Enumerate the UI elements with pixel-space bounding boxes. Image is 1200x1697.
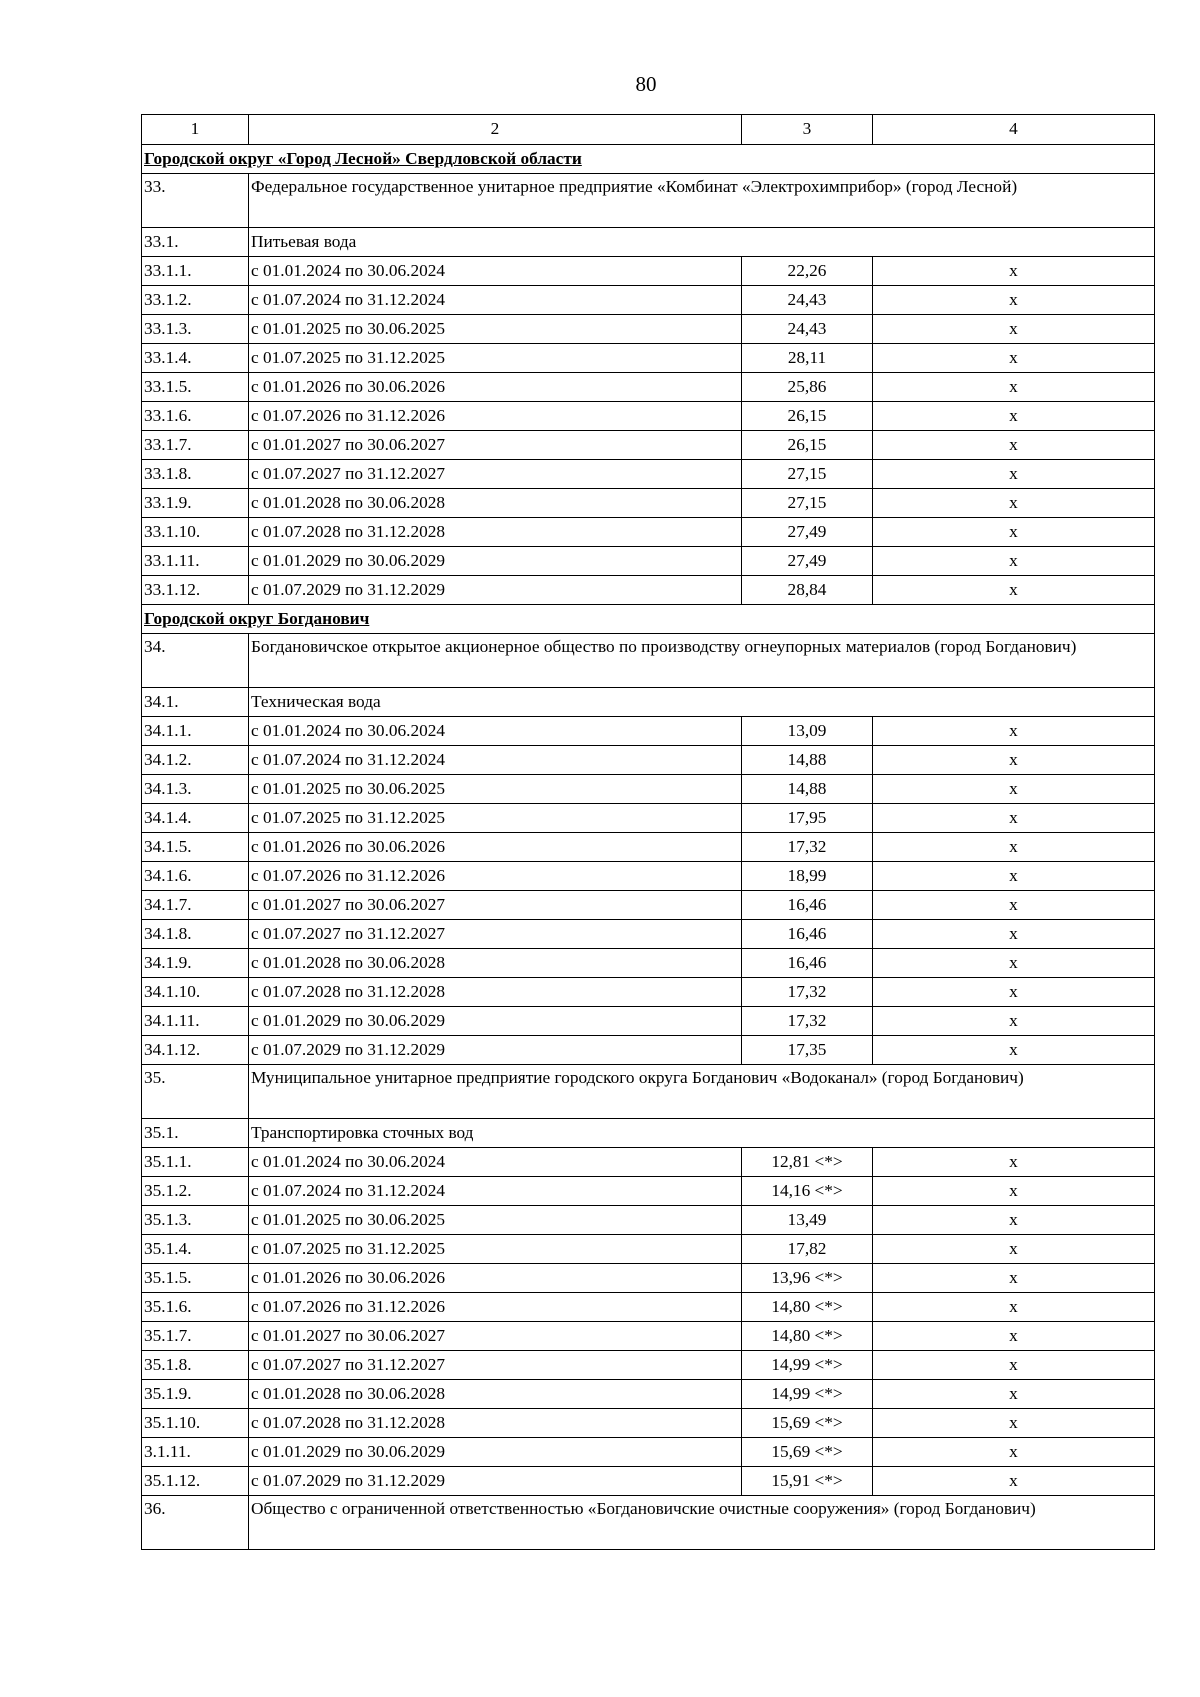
table-row bbox=[142, 920, 1155, 949]
header-cell-2: 2 bbox=[249, 115, 742, 145]
table-row bbox=[142, 402, 1155, 431]
period-cell: с 01.01.2028 по 30.06.2028 bbox=[249, 949, 742, 978]
period-cell: с 01.01.2028 по 30.06.2028 bbox=[249, 1380, 742, 1409]
column-4-value: x bbox=[873, 775, 1155, 804]
table-body bbox=[142, 115, 1155, 1550]
row-number: 33.1.6. bbox=[142, 402, 249, 431]
column-4-value: x bbox=[873, 1206, 1155, 1235]
column-4-value: x bbox=[873, 576, 1155, 605]
row-number: 34.1.7. bbox=[142, 891, 249, 920]
row-number: 35.1.5. bbox=[142, 1264, 249, 1293]
row-number: 34.1.6. bbox=[142, 862, 249, 891]
tariff-value: 22,26 bbox=[742, 257, 873, 286]
row-number: 35.1.9. bbox=[142, 1380, 249, 1409]
tariff-value: 16,46 bbox=[742, 920, 873, 949]
tariff-value: 17,82 bbox=[742, 1235, 873, 1264]
period-cell: с 01.01.2026 по 30.06.2026 bbox=[249, 373, 742, 402]
table-row bbox=[142, 257, 1155, 286]
row-number: 33.1.10. bbox=[142, 518, 249, 547]
table-row bbox=[142, 1351, 1155, 1380]
period-cell: с 01.07.2029 по 31.12.2029 bbox=[249, 576, 742, 605]
period-cell: с 01.01.2024 по 30.06.2024 bbox=[249, 717, 742, 746]
period-cell: с 01.01.2029 по 30.06.2029 bbox=[249, 1438, 742, 1467]
row-number: 34.1.3. bbox=[142, 775, 249, 804]
row-number: 35.1.12. bbox=[142, 1467, 249, 1496]
organization-name: Федеральное государственное унитарное предприятие «Комбинат «Электрохимприбор» (город Лесной) bbox=[249, 174, 1155, 228]
tariff-value: 15,69 <*> bbox=[742, 1409, 873, 1438]
table-row bbox=[142, 344, 1155, 373]
tariff-value: 14,88 bbox=[742, 775, 873, 804]
column-4-value: x bbox=[873, 978, 1155, 1007]
tariff-value: 18,99 bbox=[742, 862, 873, 891]
column-4-value: x bbox=[873, 489, 1155, 518]
table-row bbox=[142, 576, 1155, 605]
period-cell: с 01.01.2027 по 30.06.2027 bbox=[249, 891, 742, 920]
row-number: 34.1.8. bbox=[142, 920, 249, 949]
period-cell: с 01.01.2026 по 30.06.2026 bbox=[249, 1264, 742, 1293]
tariff-value: 28,84 bbox=[742, 576, 873, 605]
column-4-value: x bbox=[873, 1322, 1155, 1351]
column-4-value: x bbox=[873, 1438, 1155, 1467]
column-4-value: x bbox=[873, 949, 1155, 978]
organization-row bbox=[142, 174, 1155, 228]
period-cell: с 01.07.2026 по 31.12.2026 bbox=[249, 862, 742, 891]
tariff-value: 13,49 bbox=[742, 1206, 873, 1235]
service-name: Питьевая вода bbox=[249, 228, 1155, 257]
table-row bbox=[142, 489, 1155, 518]
period-cell: с 01.07.2027 по 31.12.2027 bbox=[249, 460, 742, 489]
table-row bbox=[142, 1148, 1155, 1177]
row-number: 34.1.2. bbox=[142, 746, 249, 775]
period-cell: с 01.07.2024 по 31.12.2024 bbox=[249, 286, 742, 315]
table-row bbox=[142, 1264, 1155, 1293]
tariff-value: 26,15 bbox=[742, 431, 873, 460]
row-number: 3.1.11. bbox=[142, 1438, 249, 1467]
tariff-value: 27,49 bbox=[742, 547, 873, 576]
period-cell: с 01.01.2029 по 30.06.2029 bbox=[249, 1007, 742, 1036]
row-number: 35.1. bbox=[142, 1119, 249, 1148]
period-cell: с 01.07.2026 по 31.12.2026 bbox=[249, 402, 742, 431]
row-number: 33.1.8. bbox=[142, 460, 249, 489]
table-row bbox=[142, 373, 1155, 402]
header-cell-3: 3 bbox=[742, 115, 873, 145]
row-number: 33.1.5. bbox=[142, 373, 249, 402]
period-cell: с 01.01.2025 по 30.06.2025 bbox=[249, 1206, 742, 1235]
row-number: 33.1.7. bbox=[142, 431, 249, 460]
row-number: 34.1.11. bbox=[142, 1007, 249, 1036]
table-row bbox=[142, 1007, 1155, 1036]
row-number: 33.1.2. bbox=[142, 286, 249, 315]
period-cell: с 01.07.2025 по 31.12.2025 bbox=[249, 804, 742, 833]
column-4-value: x bbox=[873, 1235, 1155, 1264]
period-cell: с 01.07.2028 по 31.12.2028 bbox=[249, 518, 742, 547]
tariff-value: 14,80 <*> bbox=[742, 1322, 873, 1351]
tariff-value: 13,96 <*> bbox=[742, 1264, 873, 1293]
row-number: 34.1.12. bbox=[142, 1036, 249, 1065]
tariff-value: 24,43 bbox=[742, 286, 873, 315]
table-row bbox=[142, 1380, 1155, 1409]
tariff-value: 27,49 bbox=[742, 518, 873, 547]
header-cell-4: 4 bbox=[873, 115, 1155, 145]
column-4-value: x bbox=[873, 1351, 1155, 1380]
column-4-value: x bbox=[873, 891, 1155, 920]
row-number: 33.1.11. bbox=[142, 547, 249, 576]
column-4-value: x bbox=[873, 833, 1155, 862]
tariff-value: 17,32 bbox=[742, 833, 873, 862]
row-number: 35.1.6. bbox=[142, 1293, 249, 1322]
column-4-value: x bbox=[873, 1409, 1155, 1438]
row-number: 35.1.2. bbox=[142, 1177, 249, 1206]
column-4-value: x bbox=[873, 460, 1155, 489]
row-number: 35.1.4. bbox=[142, 1235, 249, 1264]
region-heading-row bbox=[142, 605, 1155, 634]
row-number: 35.1.7. bbox=[142, 1322, 249, 1351]
column-4-value: x bbox=[873, 920, 1155, 949]
tariff-value: 13,09 bbox=[742, 717, 873, 746]
column-4-value: x bbox=[873, 257, 1155, 286]
table-row bbox=[142, 717, 1155, 746]
column-4-value: x bbox=[873, 1293, 1155, 1322]
table-row bbox=[142, 431, 1155, 460]
row-number: 35.1.10. bbox=[142, 1409, 249, 1438]
row-number: 35.1.8. bbox=[142, 1351, 249, 1380]
row-number: 34.1.1. bbox=[142, 717, 249, 746]
period-cell: с 01.07.2024 по 31.12.2024 bbox=[249, 746, 742, 775]
column-4-value: x bbox=[873, 286, 1155, 315]
table-row bbox=[142, 949, 1155, 978]
table-row bbox=[142, 547, 1155, 576]
period-cell: с 01.07.2025 по 31.12.2025 bbox=[249, 344, 742, 373]
column-4-value: x bbox=[873, 344, 1155, 373]
tariff-value: 14,99 <*> bbox=[742, 1380, 873, 1409]
row-number: 33.1.12. bbox=[142, 576, 249, 605]
service-row bbox=[142, 688, 1155, 717]
table-row bbox=[142, 1235, 1155, 1264]
tariff-value: 16,46 bbox=[742, 949, 873, 978]
table-row bbox=[142, 978, 1155, 1007]
column-4-value: x bbox=[873, 315, 1155, 344]
period-cell: с 01.01.2028 по 30.06.2028 bbox=[249, 489, 742, 518]
table-row bbox=[142, 315, 1155, 344]
column-4-value: x bbox=[873, 1007, 1155, 1036]
row-number: 33.1. bbox=[142, 228, 249, 257]
period-cell: с 01.01.2029 по 30.06.2029 bbox=[249, 547, 742, 576]
tariff-value: 25,86 bbox=[742, 373, 873, 402]
tariff-value: 17,95 bbox=[742, 804, 873, 833]
service-row bbox=[142, 1119, 1155, 1148]
column-4-value: x bbox=[873, 1036, 1155, 1065]
row-number: 35. bbox=[142, 1065, 249, 1119]
table-row bbox=[142, 1467, 1155, 1496]
period-cell: с 01.07.2025 по 31.12.2025 bbox=[249, 1235, 742, 1264]
tariff-value: 17,32 bbox=[742, 1007, 873, 1036]
tariff-value: 16,46 bbox=[742, 891, 873, 920]
table-row bbox=[142, 833, 1155, 862]
table-row bbox=[142, 775, 1155, 804]
period-cell: с 01.07.2029 по 31.12.2029 bbox=[249, 1467, 742, 1496]
column-4-value: x bbox=[873, 402, 1155, 431]
row-number: 34.1.4. bbox=[142, 804, 249, 833]
column-4-value: x bbox=[873, 1264, 1155, 1293]
row-number: 33. bbox=[142, 174, 249, 228]
page-number: 80 bbox=[635, 72, 657, 96]
header-cell-1: 1 bbox=[142, 115, 249, 145]
table-row bbox=[142, 746, 1155, 775]
service-name: Техническая вода bbox=[249, 688, 1155, 717]
table-row bbox=[142, 1293, 1155, 1322]
period-cell: с 01.07.2027 по 31.12.2027 bbox=[249, 920, 742, 949]
organization-name: Богдановичское открытое акционерное общество по производству огнеупорных материалов (город Богданович) bbox=[249, 634, 1155, 688]
row-number: 34.1.9. bbox=[142, 949, 249, 978]
table-row bbox=[142, 1177, 1155, 1206]
tariff-value: 27,15 bbox=[742, 489, 873, 518]
column-4-value: x bbox=[873, 518, 1155, 547]
table-row bbox=[142, 862, 1155, 891]
period-cell: с 01.07.2027 по 31.12.2027 bbox=[249, 1351, 742, 1380]
service-name: Транспортировка сточных вод bbox=[249, 1119, 1155, 1148]
header-row bbox=[142, 115, 1155, 145]
period-cell: с 01.07.2024 по 31.12.2024 bbox=[249, 1177, 742, 1206]
tariff-value: 27,15 bbox=[742, 460, 873, 489]
organization-row bbox=[142, 634, 1155, 688]
period-cell: с 01.01.2024 по 30.06.2024 bbox=[249, 1148, 742, 1177]
row-number: 34. bbox=[142, 634, 249, 688]
table-row bbox=[142, 460, 1155, 489]
period-cell: с 01.01.2025 по 30.06.2025 bbox=[249, 775, 742, 804]
column-4-value: x bbox=[873, 862, 1155, 891]
tariff-value: 14,16 <*> bbox=[742, 1177, 873, 1206]
period-cell: с 01.07.2028 по 31.12.2028 bbox=[249, 1409, 742, 1438]
row-number: 35.1.1. bbox=[142, 1148, 249, 1177]
column-4-value: x bbox=[873, 804, 1155, 833]
row-number: 33.1.9. bbox=[142, 489, 249, 518]
table-row bbox=[142, 1438, 1155, 1467]
organization-name: Муниципальное унитарное предприятие городского округа Богданович «Водоканал» (город Богданович) bbox=[249, 1065, 1155, 1119]
table-row bbox=[142, 1036, 1155, 1065]
table-row bbox=[142, 891, 1155, 920]
row-number: 34.1.10. bbox=[142, 978, 249, 1007]
region-heading-row bbox=[142, 145, 1155, 174]
tariff-value: 26,15 bbox=[742, 402, 873, 431]
table-row bbox=[142, 1409, 1155, 1438]
table-row bbox=[142, 804, 1155, 833]
period-cell: с 01.07.2026 по 31.12.2026 bbox=[249, 1293, 742, 1322]
organization-name: Общество с ограниченной ответственностью «Богдановичские очистные сооружения» (город Богданович) bbox=[249, 1496, 1155, 1550]
period-cell: с 01.01.2026 по 30.06.2026 bbox=[249, 833, 742, 862]
tariff-value: 15,91 <*> bbox=[742, 1467, 873, 1496]
tariff-value: 15,69 <*> bbox=[742, 1438, 873, 1467]
period-cell: с 01.07.2029 по 31.12.2029 bbox=[249, 1036, 742, 1065]
tariff-value: 17,32 bbox=[742, 978, 873, 1007]
column-4-value: x bbox=[873, 1380, 1155, 1409]
column-4-value: x bbox=[873, 1177, 1155, 1206]
row-number: 34.1. bbox=[142, 688, 249, 717]
organization-row bbox=[142, 1496, 1155, 1550]
row-number: 34.1.5. bbox=[142, 833, 249, 862]
tariff-table bbox=[141, 114, 1155, 1550]
row-number: 33.1.3. bbox=[142, 315, 249, 344]
tariff-value: 14,80 <*> bbox=[742, 1293, 873, 1322]
period-cell: с 01.01.2027 по 30.06.2027 bbox=[249, 1322, 742, 1351]
region-heading: Городской округ Богданович bbox=[142, 605, 1155, 634]
tariff-value: 24,43 bbox=[742, 315, 873, 344]
tariff-value: 17,35 bbox=[742, 1036, 873, 1065]
column-4-value: x bbox=[873, 373, 1155, 402]
table-row bbox=[142, 1206, 1155, 1235]
row-number: 36. bbox=[142, 1496, 249, 1550]
organization-row bbox=[142, 1065, 1155, 1119]
row-number: 35.1.3. bbox=[142, 1206, 249, 1235]
column-4-value: x bbox=[873, 431, 1155, 460]
column-4-value: x bbox=[873, 717, 1155, 746]
tariff-value: 12,81 <*> bbox=[742, 1148, 873, 1177]
period-cell: с 01.01.2027 по 30.06.2027 bbox=[249, 431, 742, 460]
row-number: 33.1.4. bbox=[142, 344, 249, 373]
tariff-value: 28,11 bbox=[742, 344, 873, 373]
period-cell: с 01.07.2028 по 31.12.2028 bbox=[249, 978, 742, 1007]
tariff-value: 14,99 <*> bbox=[742, 1351, 873, 1380]
column-4-value: x bbox=[873, 746, 1155, 775]
column-4-value: x bbox=[873, 1467, 1155, 1496]
row-number: 33.1.1. bbox=[142, 257, 249, 286]
period-cell: с 01.01.2025 по 30.06.2025 bbox=[249, 315, 742, 344]
table-row bbox=[142, 518, 1155, 547]
service-row bbox=[142, 228, 1155, 257]
table-row bbox=[142, 286, 1155, 315]
column-4-value: x bbox=[873, 547, 1155, 576]
region-heading: Городской округ «Город Лесной» Свердловской области bbox=[142, 145, 1155, 174]
column-4-value: x bbox=[873, 1148, 1155, 1177]
period-cell: с 01.01.2024 по 30.06.2024 bbox=[249, 257, 742, 286]
table-row bbox=[142, 1322, 1155, 1351]
tariff-value: 14,88 bbox=[742, 746, 873, 775]
